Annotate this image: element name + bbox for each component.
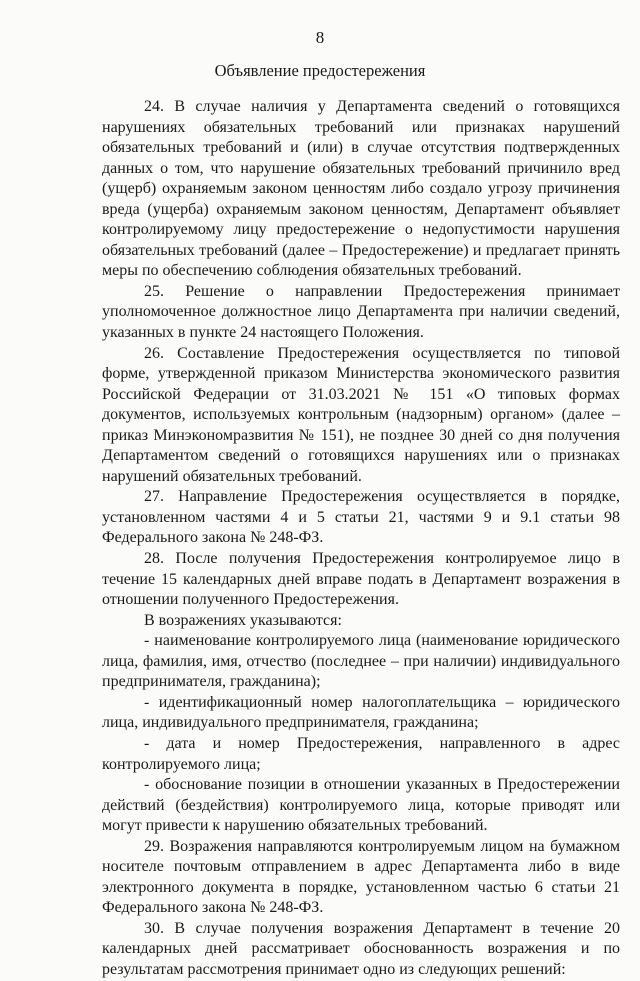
paragraph-26: 26. Составление Предостережения осуществляется по типовой форме, утвержденной приказом Министерства экономического развития Российской Федерации от 31.03.2021 № 151 «О типовых формах документов, используемых контрольным (надзорным) органом» (далее – приказ Минэкономразвития № 151), не позднее 30 дней со дня получения Департаментом сведений о готовящихся нарушениях или о признаках нарушений обязательных требований.: [102, 344, 620, 485]
paragraph-24: 24. В случае наличия у Департамента сведений о готовящихся нарушениях обязательных требований или признаках нарушений обязательных требований и (или) в случае отсутствия подтвержденных данных о том, что нарушение обязательных требований причинило вред (ущерб) охраняемым законом ценностям либо создало угрозу причинения вреда (ущерба) охраняемым законом ценностям, Департамент объявляет контролируемому лицу предостережение о недопустимости нарушения обязательных требований (далее – Предостережение) и предлагает принять меры по обеспечению соблюдения обязательных требований.: [102, 98, 620, 280]
paragraph-29: 29. Возражения направляются контролируемым лицом на бумажном носителе почтовым отправлением в адрес Департамента либо в виде электронного документа в порядке, установленном частью 6 статьи 21 Федерального закона № 248-ФЗ.: [102, 837, 620, 917]
list-item-inn: - идентификационный номер налогоплательщика – юридического лица, индивидуального предпринимателя, гражданина;: [102, 693, 620, 732]
paragraph-30: 30. В случае получения возражения Департамент в течение 20 календарных дней рассматривает обоснованность возражения и по результатам рассмотрения принимает одно из следующих решений:: [102, 919, 620, 978]
paragraph-27: 27. Направление Предостережения осуществляется в порядке, установленном частями 4 и 5 статьи 21, частями 9 и 9.1 статьи 98 Федерального закона № 248-ФЗ.: [102, 488, 620, 547]
objections-intro: В возражениях указываются:: [144, 611, 342, 629]
page-number: 8: [315, 28, 325, 47]
section-title: Объявление предостережения: [214, 61, 426, 80]
paragraph-25: 25. Решение о направлении Предостережения принимает уполномоченное должностное лицо Департамента при наличии сведений, указанных в пункте 24 настоящего Положения.: [102, 282, 620, 342]
list-item-date-number: - дата и номер Предостережения, направленного в адрес контролируемого лица;: [102, 734, 620, 773]
list-item-justification: - обоснование позиции в отношении указанных в Предостережении действий (бездействия) контролируемого лица, которые приводят или могут привести к нарушению обязательных требований.: [102, 776, 620, 835]
document-body: [102, 97, 620, 981]
list-item-name: - наименование контролируемого лица (наименование юридического лица, фамилия, имя, отчество (последнее – при наличии) индивидуального предпринимателя, гражданина);: [102, 632, 620, 691]
paragraph-28: 28. После получения Предостережения контролируемое лицо в течение 15 календарных дней вправе подать в Департамент возражения в отношении полученного Предостережения.: [102, 550, 620, 609]
